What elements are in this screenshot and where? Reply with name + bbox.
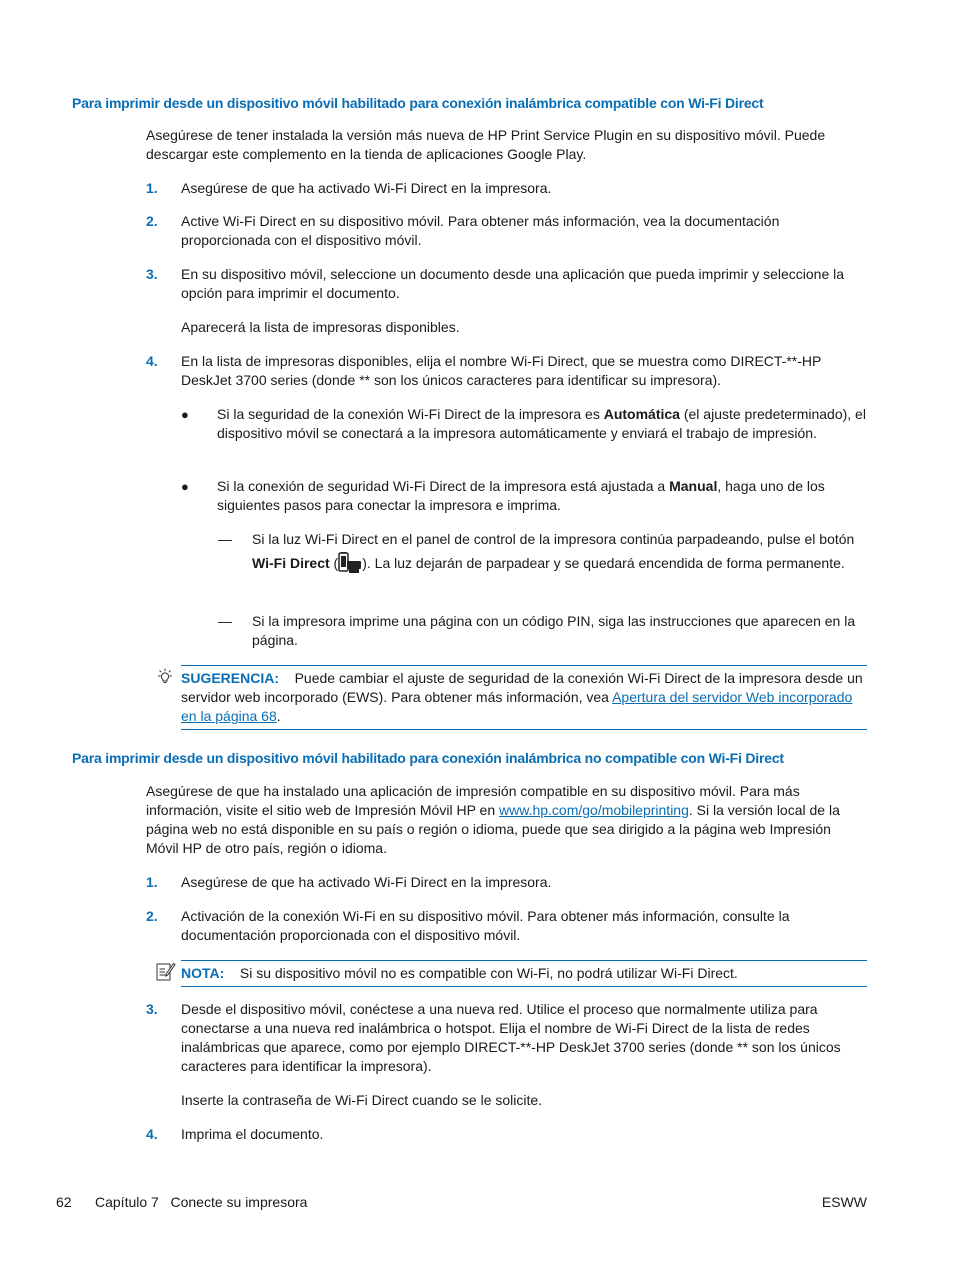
step-number: 4. (146, 1126, 158, 1142)
note-label: NOTA: (181, 965, 225, 981)
step-text: Asegúrese de que ha activado Wi-Fi Direct en la impresora. (181, 180, 552, 196)
bullet-manual: Si la conexión de seguridad Wi-Fi Direct de la impresora está ajustada a Manual, haga uno de los siguientes pasos para conectar la impresora e imprima. (217, 478, 825, 513)
step-number: 3. (146, 266, 158, 282)
dash-item-pin: Si la impresora imprime una página con un código PIN, siga las instrucciones que aparecen en la página. (252, 613, 856, 648)
step-text: Imprima el documento. (181, 1126, 324, 1142)
section-heading-not-compatible: Para imprimir desde un dispositivo móvil habilitado para conexión inalámbrica no compatible con Wi-Fi Direct (72, 750, 784, 766)
footer-locale: ESWW (821, 1194, 867, 1210)
step-result-text: Inserte la contraseña de Wi-Fi Direct cuando se le solicite. (181, 1092, 543, 1108)
step-number: 4. (146, 353, 158, 369)
lightbulb-icon (156, 668, 174, 686)
step-number: 2. (146, 908, 158, 924)
dash-item-wifi-button: Si la luz Wi-Fi Direct en el panel de control de la impresora continúa parpadeando, pulse el botón Wi-Fi Direct ( ). La luz dejarán de parpadear y se quedará encendida de forma permanente. (252, 527, 867, 575)
note-box (181, 960, 867, 987)
page-number: 62 (56, 1194, 72, 1210)
dash-marker: — (218, 531, 232, 547)
note-pencil-icon (156, 961, 176, 981)
step-text: Desde el dispositivo móvil, conéctese a una nueva red. Utilice el proceso que normalmente utiliza para conectarse a una nueva red inalámbrica o hotspot. Elija el nombre de Wi-Fi Direct de la lista de redes inalámbricas que aparece, como por ejemplo DIRECT-**-HP DeskJet 3700 series (donde ** son los únicos caracteres para identificar la impresora). (181, 1001, 841, 1074)
step-text: En su dispositivo móvil, seleccione un documento desde una aplicación que pueda imprimir y seleccione la opción para imprimir el documento. (181, 266, 845, 301)
step-text: En la lista de impresoras disponibles, elija el nombre Wi-Fi Direct, que se muestra como DIRECT-**-HP DeskJet 3700 series (donde ** son los únicos caracteres para identificar su impresora). (181, 353, 822, 388)
step-text: Active Wi-Fi Direct en su dispositivo móvil. Para obtener más información, vea la documentación proporcionada con el dispositivo móvil. (181, 213, 780, 248)
bullet-automatic: Si la seguridad de la conexión Wi-Fi Direct de la impresora es Automática (el ajuste predeterminado), el dispositivo móvil se conectará a la impresora automáticamente y enviará el trabajo de impresión. (217, 406, 866, 441)
step-text: Asegúrese de que ha activado Wi-Fi Direct en la impresora. (181, 874, 552, 890)
step-number: 2. (146, 213, 158, 229)
bullet-marker: ● (181, 407, 189, 422)
dash-marker: — (218, 613, 232, 629)
step-number: 1. (146, 180, 158, 196)
wifi-direct-icon (338, 552, 362, 574)
ews-link[interactable]: Apertura del servidor Web incorporado en la página 68 (181, 689, 853, 724)
intro-paragraph: Asegúrese de que ha instalado una aplicación de impresión compatible en su dispositivo móvil. Para más información, visite el sitio web de Impresión Móvil HP en www.hp.com/go/mobileprinting. Si la versión local de la página web no está disponible en su país o región o idioma, puede que sea dirigido a la página web Impresión Móvil HP de otro país, región o idioma. (146, 783, 840, 856)
step-number: 1. (146, 874, 158, 890)
tip-box (181, 665, 867, 730)
note-text: NOTA: Si su dispositivo móvil no es compatible con Wi-Fi, no podrá utilizar Wi-Fi Direct. (181, 965, 738, 981)
step-text: Activación de la conexión Wi-Fi en su dispositivo móvil. Para obtener más información, consulte la documentación proporcionada con el dispositivo móvil. (181, 908, 790, 943)
bullet-marker: ● (181, 479, 189, 494)
step-result-text: Aparecerá la lista de impresoras disponibles. (181, 319, 460, 335)
tip-label: SUGERENCIA: (181, 670, 280, 686)
step-number: 3. (146, 1001, 158, 1017)
mobileprinting-link[interactable]: www.hp.com/go/mobileprinting (499, 802, 689, 818)
section-heading-compatible: Para imprimir desde un dispositivo móvil habilitado para conexión inalámbrica compatible con Wi-Fi Direct (72, 95, 764, 111)
chapter-title: Capítulo 7 Conecte su impresora (95, 1194, 308, 1210)
intro-paragraph: Asegúrese de tener instalada la versión más nueva de HP Print Service Plugin en su dispositivo móvil. Puede descargar este complemento en la tienda de aplicaciones Google Play. (146, 127, 826, 162)
tip-text: SUGERENCIA: Puede cambiar el ajuste de seguridad de la conexión Wi-Fi Direct de la impresora desde un servidor web incorporado (EWS). Para obtener más información, vea Apertura del servidor Web incorporado en la página 68. (181, 670, 863, 724)
